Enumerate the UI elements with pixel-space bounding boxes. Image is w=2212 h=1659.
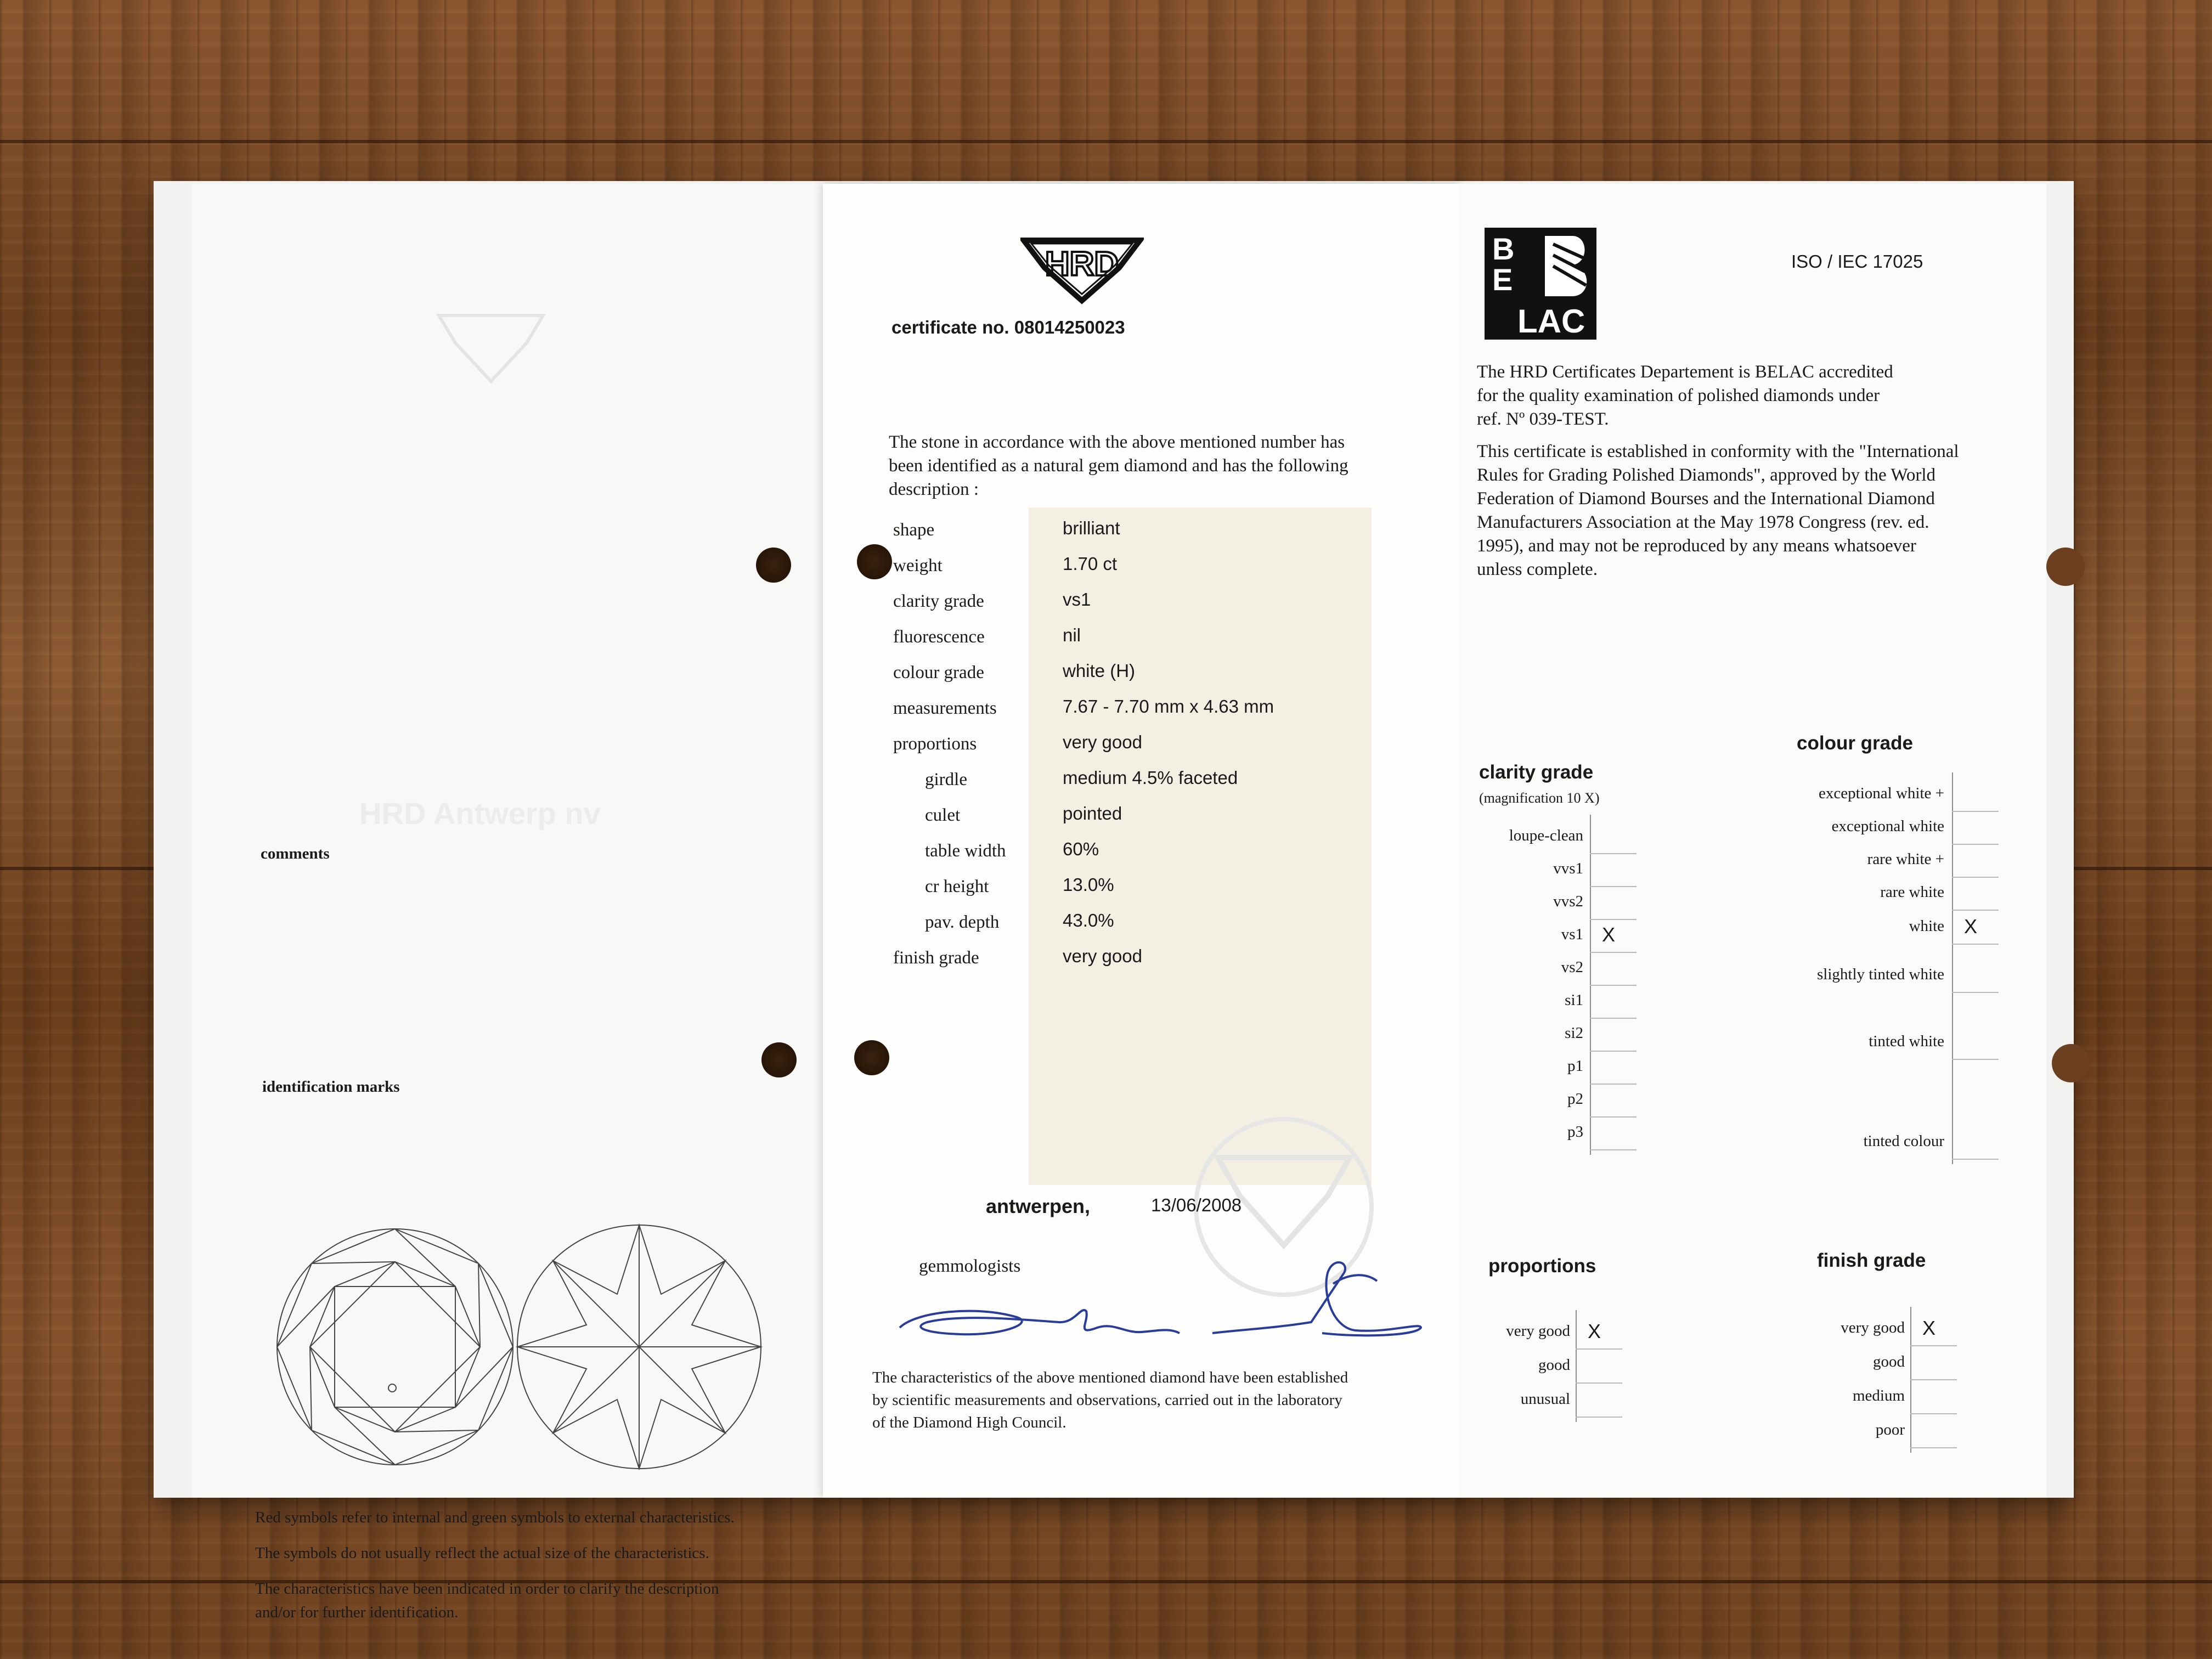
colour-grade-label: rare white + xyxy=(1867,850,1944,868)
clarity-grade-line xyxy=(1590,919,1637,920)
spec-label: pav. depth xyxy=(925,912,1000,932)
clarity-grade-label: vvs1 xyxy=(1553,860,1583,877)
proportions-grade-line xyxy=(1576,1348,1622,1350)
footer-line-1: The characteristics of the above mentioned diamond have been established xyxy=(872,1369,1348,1386)
certificate-number: certificate no. 08014250023 xyxy=(891,317,1125,337)
belac-letters-lac: LAC xyxy=(1517,303,1585,340)
clarity-grade-line xyxy=(1590,952,1637,953)
colour-selected-mark: X xyxy=(1964,915,1978,938)
finish-grade-label: good xyxy=(1873,1353,1905,1370)
finish-grade-line xyxy=(1910,1413,1957,1414)
clarity-grade-title: clarity grade xyxy=(1479,761,1594,783)
colour-grade-line xyxy=(1952,1159,1999,1160)
conformity-line-4: Manufacturers Association at the May 1978 Congress (rev. ed. xyxy=(1477,512,1929,532)
spec-label: culet xyxy=(925,805,961,825)
comments-label: comments xyxy=(261,845,330,862)
proportions-grade-line xyxy=(1576,1383,1622,1384)
spec-value: 7.67 - 7.70 mm x 4.63 mm xyxy=(1063,696,1274,716)
clarity-grade-line xyxy=(1590,853,1637,854)
finish-grade-label: poor xyxy=(1875,1421,1905,1438)
colour-grade-line xyxy=(1952,877,1999,878)
spec-label: fluorescence xyxy=(893,627,985,647)
hrd-watermark-logo xyxy=(433,304,549,387)
note-line-4: and/or for further identification. xyxy=(255,1604,459,1621)
belac-logo xyxy=(1485,228,1596,340)
proportions-grade-label: good xyxy=(1538,1356,1570,1374)
spec-label: girdle xyxy=(925,770,967,789)
colour-grade-label: slightly tinted white xyxy=(1817,966,1944,983)
wood-seam xyxy=(0,140,2212,143)
hrd-logo-icon xyxy=(1020,230,1144,304)
belac-letter-b: B xyxy=(1492,232,1515,266)
left-panel xyxy=(192,184,823,1621)
finish-selected-mark: X xyxy=(1922,1317,1936,1339)
colour-grade-title: colour grade xyxy=(1797,732,1913,754)
clarity-grade-subtitle: (magnification 10 X) xyxy=(1479,790,1600,806)
clarity-grade-line xyxy=(1590,886,1637,887)
proportions-title: proportions xyxy=(1488,1255,1596,1277)
spec-value: medium 4.5% faceted xyxy=(1063,768,1238,788)
footer-line-2: by scientific measurements and observations, carried out in the laboratory xyxy=(872,1391,1342,1409)
conformity-line-3: Federation of Diamond Bourses and the International Diamond xyxy=(1477,489,1935,509)
note-line-3: The characteristics have been indicated in order to clarify the description xyxy=(255,1580,719,1598)
clarity-selected-mark: X xyxy=(1602,923,1616,946)
clarity-grade-line xyxy=(1590,1116,1637,1118)
iso-standard: ISO / IEC 17025 xyxy=(1791,251,1923,272)
colour-grade-line xyxy=(1952,811,1999,812)
clarity-grade-line xyxy=(1590,1149,1637,1150)
signatures xyxy=(894,1240,1443,1350)
clarity-grade-label: vvs2 xyxy=(1553,893,1583,910)
colour-grade-line xyxy=(1952,992,1999,993)
colour-grade-label: exceptional white + xyxy=(1819,785,1944,802)
hrd-logo-text: HRD xyxy=(1045,245,1119,283)
colour-grade-label: rare white xyxy=(1880,883,1944,901)
finish-grade-line xyxy=(1910,1345,1957,1346)
spec-label: measurements xyxy=(893,698,997,718)
binder-hole xyxy=(854,1040,889,1075)
clarity-grade-line xyxy=(1590,1018,1637,1019)
spec-label: table width xyxy=(925,841,1006,861)
finish-grade-label: medium xyxy=(1852,1387,1905,1404)
binder-hole xyxy=(761,1042,797,1077)
accreditation-line-3: ref. Nº 039-TEST. xyxy=(1477,409,1609,429)
colour-grade-label: tinted white xyxy=(1869,1032,1944,1050)
binder-notch xyxy=(2052,1044,2090,1082)
proportions-grade-label: very good xyxy=(1506,1322,1570,1340)
spec-value: pointed xyxy=(1063,803,1122,823)
diamond-plot-diagrams xyxy=(274,1218,768,1470)
colour-grade-label: white xyxy=(1909,917,1944,935)
spec-label: clarity grade xyxy=(893,591,984,611)
spec-value: vs1 xyxy=(1063,589,1091,610)
identification-marks-label: identification marks xyxy=(262,1078,400,1096)
proportions-selected-mark: X xyxy=(1588,1320,1601,1342)
finish-grade-label: very good xyxy=(1841,1319,1905,1336)
intro-line-3: description : xyxy=(889,479,979,499)
clarity-grade-label: vs1 xyxy=(1561,926,1583,943)
colour-grade-label: tinted colour xyxy=(1863,1132,1944,1150)
spec-label: colour grade xyxy=(893,663,984,682)
proportions-scale-axis xyxy=(1576,1310,1577,1422)
conformity-line-1: This certificate is established in conformity with the "International xyxy=(1477,442,1959,461)
spec-value: brilliant xyxy=(1063,518,1120,538)
accreditation-line-1: The HRD Certificates Departement is BELAC accredited xyxy=(1477,362,1893,382)
colour-grade-line xyxy=(1952,944,1999,945)
belac-letter-e1: E xyxy=(1492,262,1513,297)
binder-notch xyxy=(2046,548,2085,586)
binder-hole xyxy=(756,548,791,583)
spec-label: shape xyxy=(893,520,935,540)
proportions-grade-label: unusual xyxy=(1520,1390,1570,1408)
proportions-grade-line xyxy=(1576,1417,1622,1418)
clarity-grade-line xyxy=(1590,1051,1637,1052)
note-line-2: The symbols do not usually reflect the actual size of the characteristics. xyxy=(255,1544,709,1562)
issue-date: 13/06/2008 xyxy=(1151,1195,1242,1215)
footer-line-3: of the Diamond High Council. xyxy=(872,1414,1066,1431)
finish-grade-title: finish grade xyxy=(1817,1250,1926,1271)
clarity-grade-label: p3 xyxy=(1567,1123,1583,1141)
intro-line-2: been identified as a natural gem diamond and has the following xyxy=(889,456,1348,476)
spec-value: 13.0% xyxy=(1063,874,1114,895)
binder-hole xyxy=(857,544,892,579)
spec-label: weight xyxy=(893,556,943,575)
colour-grade-line xyxy=(1952,1059,1999,1060)
conformity-line-5: 1995), and may not be reproduced by any means whatsoever xyxy=(1477,536,1916,556)
clarity-grade-label: vs2 xyxy=(1561,958,1583,976)
spec-value: 60% xyxy=(1063,839,1099,859)
spec-value: very good xyxy=(1063,732,1142,752)
conformity-line-2: Rules for Grading Polished Diamonds", approved by the World xyxy=(1477,465,1936,485)
spec-value: very good xyxy=(1063,946,1142,966)
colour-grade-line xyxy=(1952,910,1999,911)
clarity-grade-line xyxy=(1590,985,1637,986)
finish-grade-line xyxy=(1910,1379,1957,1380)
spec-value: nil xyxy=(1063,625,1081,645)
colour-scale-axis xyxy=(1952,772,1953,1164)
note-line-1: Red symbols refer to internal and green symbols to external characteristics. xyxy=(255,1509,735,1526)
colour-grade-label: exceptional white xyxy=(1831,817,1944,835)
watermark-text: HRD Antwerp nv xyxy=(359,796,601,831)
spec-label: finish grade xyxy=(893,948,979,968)
colour-grade-line xyxy=(1952,844,1999,845)
clarity-grade-label: si2 xyxy=(1565,1024,1583,1042)
clarity-grade-label: si1 xyxy=(1565,991,1583,1009)
finish-grade-line xyxy=(1910,1447,1957,1448)
conformity-line-6: unless complete. xyxy=(1477,560,1598,579)
clarity-grade-label: p2 xyxy=(1567,1090,1583,1108)
belac-b-mark-icon xyxy=(1542,233,1592,299)
intro-line-1: The stone in accordance with the above mentioned number has xyxy=(889,432,1345,452)
spec-label: cr height xyxy=(925,877,989,896)
spec-value: 1.70 ct xyxy=(1063,554,1118,574)
gemmologists-label: gemmologists xyxy=(919,1256,1021,1276)
clarity-grade-line xyxy=(1590,1084,1637,1085)
clarity-grade-label: p1 xyxy=(1567,1057,1583,1075)
clarity-grade-label: loupe-clean xyxy=(1509,827,1583,844)
spec-value: white (H) xyxy=(1063,661,1136,681)
spec-value: 43.0% xyxy=(1063,910,1114,930)
place: antwerpen, xyxy=(986,1195,1091,1217)
spec-label: proportions xyxy=(893,734,977,754)
accreditation-line-2: for the quality examination of polished diamonds under xyxy=(1477,386,1880,405)
